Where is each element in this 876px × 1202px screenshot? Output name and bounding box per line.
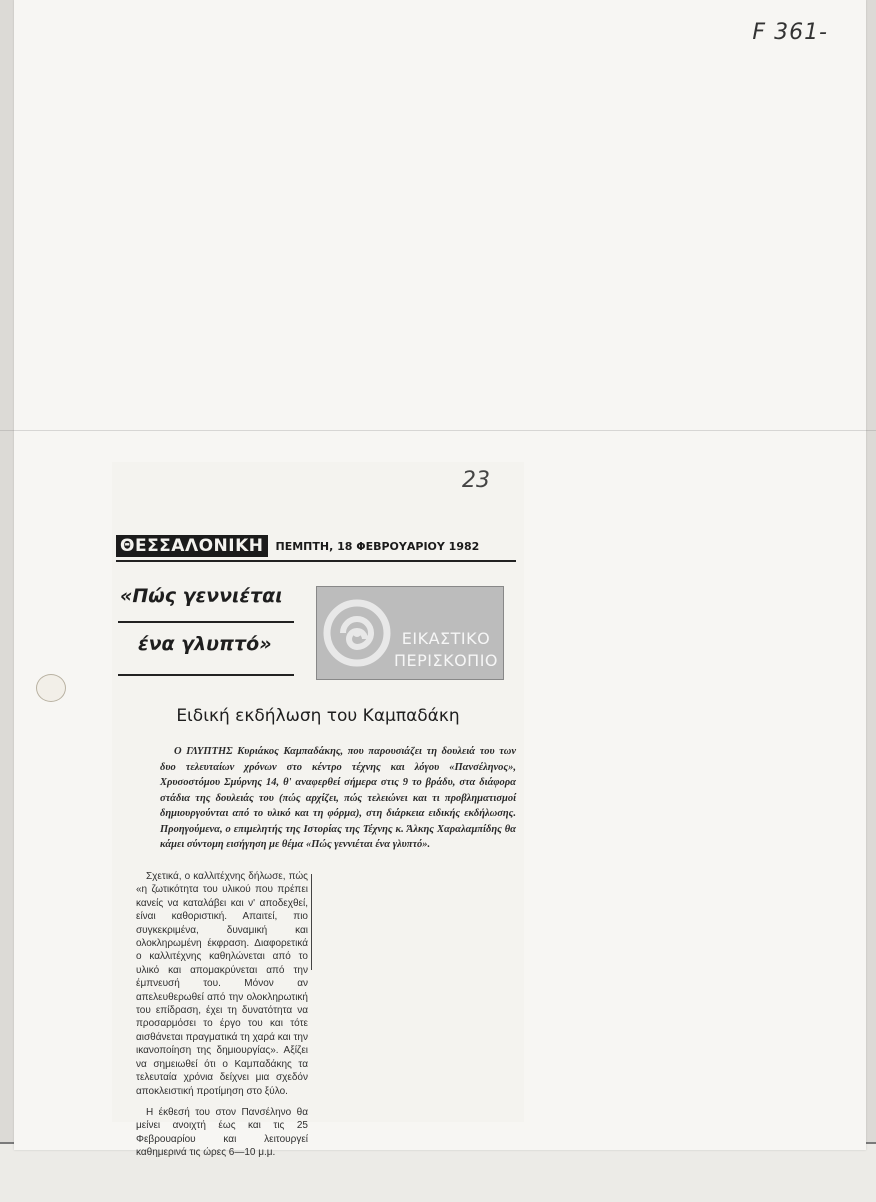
newspaper-clipping [112, 462, 524, 1159]
headline-rule-bottom [118, 674, 294, 676]
underlying-sheet [0, 1142, 876, 1202]
page-number: 23 [462, 468, 490, 493]
rubric-line-2: ΠΕΡΙΣΚΟΠΙΟ [393, 651, 499, 670]
rubric-line-1: ΕΙΚΑΣΤΙΚΟ [401, 629, 491, 648]
rubric-logo [316, 586, 504, 680]
subheadline: Ειδική εκδήλωση του Καμπαδάκη [176, 706, 460, 726]
body-paragraph-1: Σχετικά, ο καλλιτέχνης δήλωσε, πώς «η ζωτικότητα του υλικού που πρέπει κανείς να καταλάβει και ν' αποδεχθεί, είναι καθοριστική. Απαιτεί, πιο συγκεκριμένα, δυναμική και ολοκληρωμένη έκφραση. Διαφορετικά ο καλλιτέχνης καθηλώνεται από το υλικό και απομακρύνεται από την έμπνευσή του. Μόνον αν απελευθερωθεί από την ολοκληρωτική του επίδραση, έχει τη δυνατότητα να προσαρμόσει το έργο του και τότε αισθάνεται πραγματικά τη χαρά και την ικανοποίηση της δημιουργίας». Αξίζει να σημειωθεί ότι ο Καμπαδάκης τα τελευταία χρόνια δείχνει μια σχεδόν αποκλειστική προτίμηση στο ξύλο. [136, 871, 308, 1097]
publication-date: ΠΕΜΠΤΗ, 18 ΦΕΒΡΟΥΑΡΙΟΥ 1982 [275, 539, 480, 553]
body-column [136, 870, 308, 1168]
punch-hole [36, 674, 66, 702]
headline-line-1: «Πώς γεννιέται [120, 585, 283, 607]
column-rule [311, 874, 312, 970]
headline [120, 584, 306, 656]
headline-rule-top [118, 621, 294, 623]
archive-number: F 361- [752, 20, 828, 45]
newspaper-name: ΘΕΣΣΑΛΟΝΙΚΗ [116, 535, 268, 557]
masthead [116, 534, 516, 558]
body-paragraph-2: Η έκθεσή του στον Πανσέληνο θα μείνει ανοιχτή έως και τις 25 Φεβρουαρίου και λειτουργεί καθημερινά τις ώρες 6—10 μ.μ. [136, 1106, 308, 1159]
masthead-rule [116, 560, 516, 562]
fold-line [0, 430, 876, 431]
spiral-icon [323, 593, 393, 673]
headline-line-2: ένα γλυπτό» [138, 633, 272, 655]
lead-paragraph: Ο ΓΛΥΠΤΗΣ Κυριάκος Καμπαδάκης, που παρουσιάζει τη δουλειά του των δυο τελευταίων χρόνων στο κέντρο τέχνης και λόγου «Πανσέληνος», Χρυσοστόμου Σμύρνης 14, θ' αναφερθεί σήμερα στις 9 το βράδυ, στα διάφορα στάδια της δουλειάς του (πώς αρχίζει, πώς τελειώνει και τι προβληματισμοί δημιουργούνται από το υλικό και τη φόρμα), στη διάρκεια ειδικής εκδήλωσης. Προηγούμενα, ο επιμελητής της Ιστορίας της Τέχνης κ. Άλκης Χαραλαμπίδης θα κάμει σύντομη εισήγηση με θέμα «Πώς γεννιέται ένα γλυπτό». [160, 746, 516, 850]
